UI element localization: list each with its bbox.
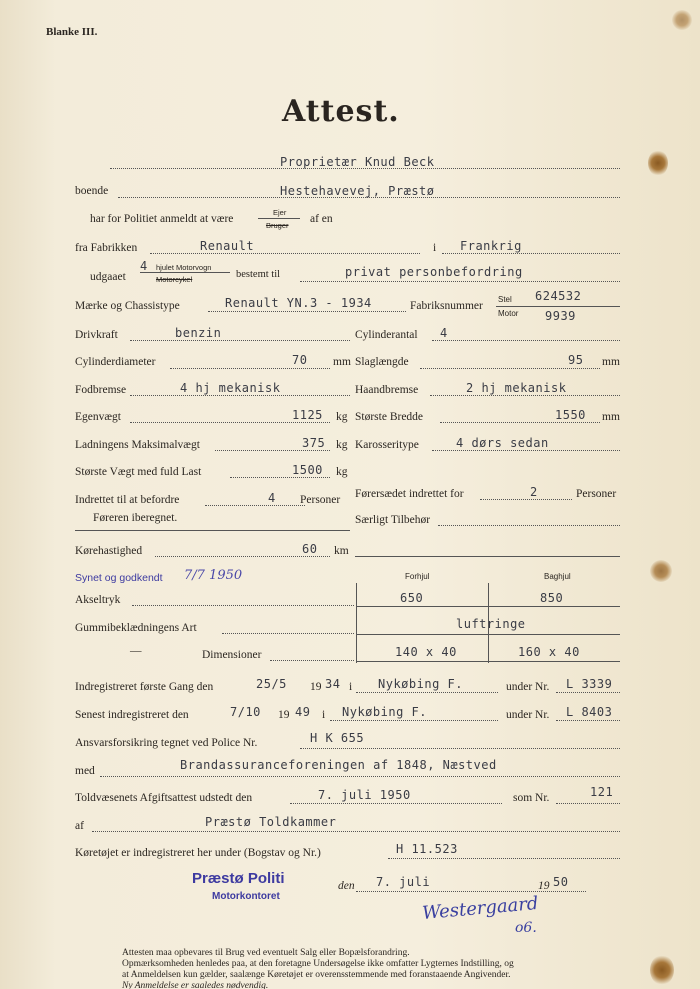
registered-nr: H 11.523 [396,842,458,856]
footer-line-4: Ny Anmeldelse er saaledes nødvendig. [122,981,269,989]
maxweight-label: Største Vægt med fuld Last [75,466,202,478]
first-reg-label: Indregistreret første Gang den [75,681,214,693]
first-reg-in: i [349,681,353,693]
vehicle-type-bottom: Motorcykel [156,275,193,284]
sign-year-prefix: 19 [538,880,550,892]
intended-value: privat personbefordring [345,265,523,279]
customs-nr: 121 [590,785,614,799]
frontseat-persons: Personer [576,488,617,500]
seats-value: 4 [268,491,276,505]
tire-value: luftringe [456,617,526,631]
cyl-diam-unit: mm [333,356,351,368]
with-label: med [75,765,95,777]
rear-wheel-header: Baghjul [544,572,571,581]
residence-label: boende [75,185,109,197]
speed-label: Kørehastighed [75,545,143,557]
owner-fraction-top: Ejer [273,208,287,217]
last-reg-year-prefix: 19 [278,709,290,721]
country-value: Frankrig [460,239,522,253]
first-reg-year: 34 [325,677,341,691]
ownweight-label: Egenvægt [75,411,121,423]
signature-suffix: o6. [515,920,537,936]
handbrake-value: 2 hj mekanisk [466,381,567,395]
stain-right-1 [648,150,668,176]
first-reg-place: Nykøbing F. [378,677,463,691]
police-stamp-office: Præstø Politi [192,870,285,887]
first-reg-date: 25/5 [256,677,287,691]
af-label: af [75,820,84,832]
last-reg-place: Nykøbing F. [342,705,427,719]
body-value: 4 dørs sedan [456,436,549,450]
stain-right-3 [650,955,674,985]
extras-label: Særligt Tilbehør [355,514,431,526]
customs-date: 7. juli 1950 [318,788,411,802]
ownweight-unit: kg [336,411,348,423]
registered-label: Køretøjet er indregistreret her under (Bogstav og Nr.) [75,847,321,859]
tire-label: Gummibeklædningens Art [75,622,197,634]
stroke-label: Slaglængde [355,356,409,368]
insurance-nr: H K 655 [310,731,365,745]
fuel-value: benzin [175,326,222,340]
stel-label: Stel [498,295,512,304]
width-value: 1550 [555,408,586,422]
motor-value: 9939 [545,309,576,323]
speed-value: 60 [302,542,318,556]
in-label: i [433,242,437,254]
factory-value: Renault [200,239,255,253]
axle-front: 650 [400,591,424,605]
customs-som-nr: som Nr. [513,792,550,804]
footer-line-3: at Anmeldelsen kun gælder, saalænge Køretøjet er overensstemmende med foranstaaende Angivender. [122,970,511,980]
maxweight-unit: kg [336,466,348,478]
customs-office: Præstø Toldkammer [205,815,337,829]
inspected-stamp: Synet og godkendt [75,572,163,584]
dim-dash: — [130,645,142,657]
cyl-count-value: 4 [440,326,448,340]
signature: Westergaard [421,892,540,925]
den-label: den [338,880,355,892]
frontseat-value: 2 [530,485,538,499]
stain-right-2 [650,560,672,582]
last-reg-under: under Nr. [506,709,550,721]
maxweight-value: 1500 [292,463,323,477]
front-wheel-header: Forhjul [405,572,430,581]
first-reg-under: under Nr. [506,681,550,693]
reported-suffix: af en [310,213,333,225]
footbrake-label: Fodbremse [75,384,127,396]
footer-line-2: Opmærksomheden henledes paa, at den foretagne Undersøgelse ikke omfatter Lygternes Indstilling, og [122,959,514,969]
cyl-diam-value: 70 [292,353,308,367]
customs-label: Toldvæsenets Afgiftsattest udstedt den [75,792,253,804]
frontseat-label: Førersædet indrettet for [355,488,464,500]
form-code: Blanke III. [46,26,98,38]
stroke-unit: mm [602,356,620,368]
stain-right-4 [672,10,692,30]
footbrake-value: 4 hj mekanisk [180,381,281,395]
seats-note: Føreren iberegnet. [93,512,178,524]
axle-label: Akseltryk [75,594,121,606]
vehicle-type-top: hjulet Motorvogn [156,263,212,272]
inspected-date: 7/7 1950 [184,568,243,583]
owner-fraction-bottom: Bruger [266,221,289,230]
insurance-label: Ansvarsforsikring tegnet ved Police Nr. [75,737,258,749]
dim-label: Dimensioner [202,649,262,661]
factory-label: fra Fabrikken [75,242,138,254]
last-reg-nr: L 8403 [566,705,613,719]
last-reg-in: i [322,709,326,721]
last-reg-date: 7/10 [230,705,261,719]
make-value: Renault YN.3 - 1934 [225,296,372,310]
cyl-diam-label: Cylinderdiameter [75,356,156,368]
sign-year: 50 [553,875,569,889]
stroke-value: 95 [568,353,584,367]
speed-unit: km [334,545,349,557]
width-label: Største Bredde [355,411,424,423]
seats-label: Indrettet til at befordre [75,494,180,506]
ownweight-value: 1125 [292,408,323,422]
document-title: Attest. [282,94,400,129]
sign-date: 7. juli [376,875,431,889]
fabno-label: Fabriksnummer [410,300,483,312]
body-label: Karosseritype [355,439,419,451]
first-reg-year-prefix: 19 [310,681,322,693]
maxload-value: 375 [302,436,326,450]
owner-name: Proprietær Knud Beck [280,155,435,169]
seats-persons: Personer [300,494,341,506]
residence-value: Hestehavevej, Præstø [280,184,435,198]
footer-line-1: Attesten maa opbevares til Brug ved eventuelt Salg eller Bopælsforandring. [122,948,410,958]
make-label: Mærke og Chassistype [75,300,180,312]
built-label: udgaaet [90,271,126,283]
axle-rear: 850 [540,591,564,605]
wheel-count: 4 [140,259,148,273]
width-unit: mm [602,411,620,423]
intended-label: bestemt til [236,269,281,280]
reported-label: har for Politiet anmeldt at være [90,213,234,225]
handbrake-label: Haandbremse [355,384,419,396]
fuel-label: Drivkraft [75,329,118,341]
police-stamp-dept: Motorkontoret [212,891,280,902]
last-reg-label: Senest indregistreret den [75,709,189,721]
insurer-value: Brandassuranceforeningen af 1848, Næstved [180,758,497,772]
maxload-unit: kg [336,439,348,451]
cyl-count-label: Cylinderantal [355,329,418,341]
motor-label: Motor [498,309,519,318]
last-reg-year: 49 [295,705,311,719]
maxload-label: Ladningens Maksimalvægt [75,439,200,451]
first-reg-nr: L 3339 [566,677,613,691]
dim-rear: 160 x 40 [518,645,580,659]
dim-front: 140 x 40 [395,645,457,659]
stel-value: 624532 [535,289,582,303]
